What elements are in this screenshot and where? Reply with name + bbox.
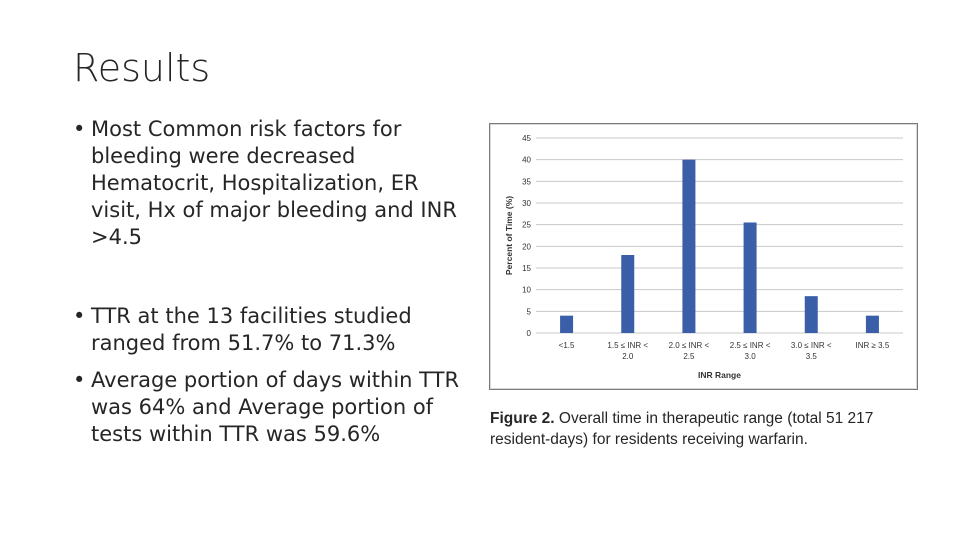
x-tick-label: INR ≥ 3.5	[855, 341, 890, 350]
y-tick-label: 25	[522, 220, 531, 230]
bar	[560, 316, 573, 333]
bullet-ttr-average: • Average portion of days within TTR was 64% and Average portion of tests within TTR was 59.6%	[73, 367, 463, 448]
y-tick-label: 20	[522, 242, 531, 252]
bullet-risk-factors: • Most Common risk factors for bleeding were decreased Hematocrit, Hospitalization, ER visit, Hx of major bleeding and INR >4.5	[73, 116, 463, 251]
bullet-list	[73, 116, 463, 448]
y-tick-label: 15	[522, 264, 531, 273]
x-tick-label: 3.5	[805, 352, 817, 361]
y-tick-label: 5	[526, 307, 531, 317]
figure-caption	[490, 408, 920, 450]
y-tick-label: 0	[526, 329, 531, 338]
bullet-ttr-range: • TTR at the 13 facilities studied ranged from 51.7% to 71.3%	[73, 303, 463, 357]
bar	[866, 316, 879, 333]
y-tick-label: 45	[522, 134, 531, 143]
bar	[682, 160, 695, 333]
figure-caption-text: Overall time in therapeutic range (total 51 217 resident-days) for residents receiving warfarin.	[490, 410, 874, 448]
bar	[621, 255, 634, 333]
x-tick-label: 3.0 ≤ INR <	[790, 341, 832, 350]
x-tick-label: 2.5 ≤ INR <	[729, 341, 771, 350]
bar	[805, 296, 818, 333]
bar	[744, 223, 757, 334]
x-tick-label: 1.5 ≤ INR <	[607, 341, 649, 350]
x-tick-label: 2.0 ≤ INR <	[668, 341, 710, 350]
slide-title: Results	[73, 46, 211, 90]
figure-label: Figure 2.	[490, 410, 555, 427]
y-tick-label: 40	[522, 155, 531, 165]
x-tick-label: 3.0	[744, 352, 756, 361]
y-axis-label: Percent of Time (%)	[504, 195, 514, 276]
chart-figure	[489, 123, 918, 390]
y-tick-label: 10	[522, 285, 531, 295]
y-tick-label: 30	[522, 199, 531, 208]
x-axis-label: INR Range	[698, 370, 741, 380]
x-tick-label: <1.5	[558, 341, 575, 350]
bar-chart	[490, 124, 917, 389]
x-tick-label: 2.0	[622, 352, 634, 361]
x-tick-label: 2.5	[683, 352, 695, 361]
y-tick-label: 35	[522, 177, 531, 187]
